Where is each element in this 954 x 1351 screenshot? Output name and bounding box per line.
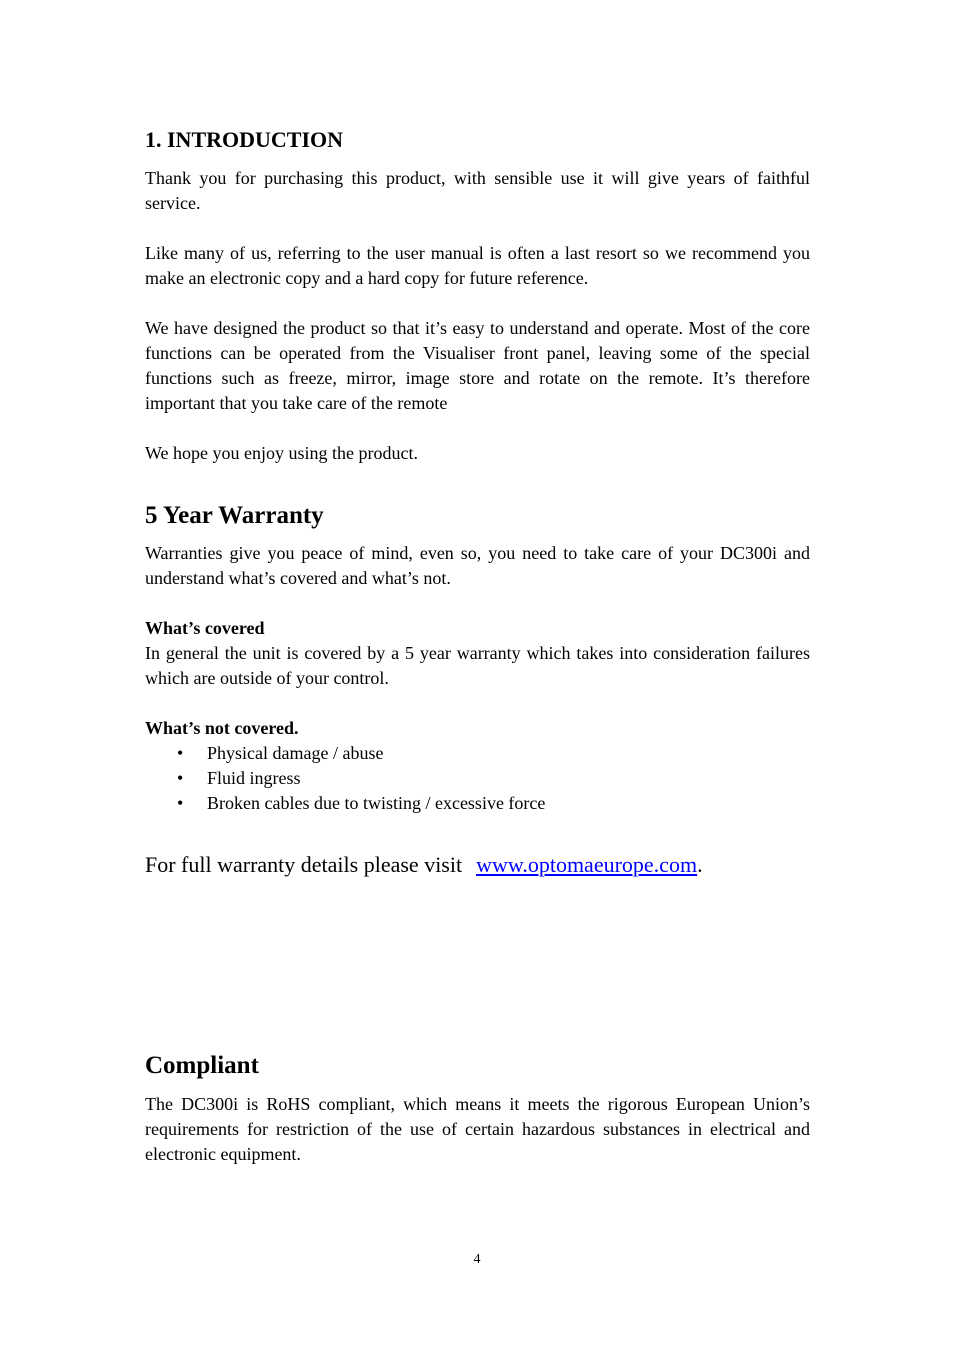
covered-heading: What’s covered: [145, 618, 265, 638]
covered-section: [145, 616, 810, 691]
bullet-icon: •: [177, 768, 184, 788]
not-covered-list: [145, 741, 810, 816]
bullet-icon: •: [177, 743, 184, 763]
warranty-heading: 5 Year Warranty: [145, 502, 324, 529]
introduction-heading: 1. INTRODUCTION: [145, 127, 344, 152]
intro-paragraph-3: We have designed the product so that it’s easy to understand and operate. Most of the core functions can be operated from the Visualiser front panel, leaving some of the special functions such as freeze, mirror, image store and rotate on the remote. It’s therefore important that you take care of the remote: [145, 318, 810, 413]
link-suffix: .: [697, 852, 703, 877]
compliant-heading: Compliant: [145, 1052, 259, 1079]
intro-paragraph-4: We hope you enjoy using the product.: [145, 443, 418, 463]
list-item-text: Broken cables due to twisting / excessive force: [207, 793, 546, 813]
not-covered-heading: What’s not covered.: [145, 718, 299, 738]
intro-paragraph-2: Like many of us, referring to the user manual is often a last resort so we recommend you make an electronic copy and a hard copy for future reference.: [145, 243, 810, 288]
page-number: 4: [473, 1252, 481, 1267]
visit-text: For full warranty details please visit: [145, 852, 463, 877]
warranty-visit-line: [145, 851, 810, 879]
list-item: [145, 791, 810, 816]
compliant-text: The DC300i is RoHS compliant, which means it meets the rigorous European Union’s requirements for restriction of the use of certain hazardous substances in electrical and electronic equipment.: [145, 1094, 810, 1164]
list-item-text: Fluid ingress: [207, 768, 301, 788]
list-item-text: Physical damage / abuse: [207, 743, 384, 763]
warranty-link[interactable]: www.optomaeurope.com: [476, 852, 698, 877]
covered-text: In general the unit is covered by a 5 year warranty which takes into consideration failures which are outside of your control.: [145, 643, 810, 688]
intro-paragraph-1: Thank you for purchasing this product, with sensible use it will give years of faithful service.: [145, 168, 810, 213]
list-item: [145, 741, 810, 766]
bullet-icon: •: [177, 793, 184, 813]
warranty-intro: Warranties give you peace of mind, even so, you need to take care of your DC300i and understand what’s covered and what’s not.: [145, 543, 810, 588]
list-item: [145, 766, 810, 791]
not-covered-section: [145, 716, 810, 816]
